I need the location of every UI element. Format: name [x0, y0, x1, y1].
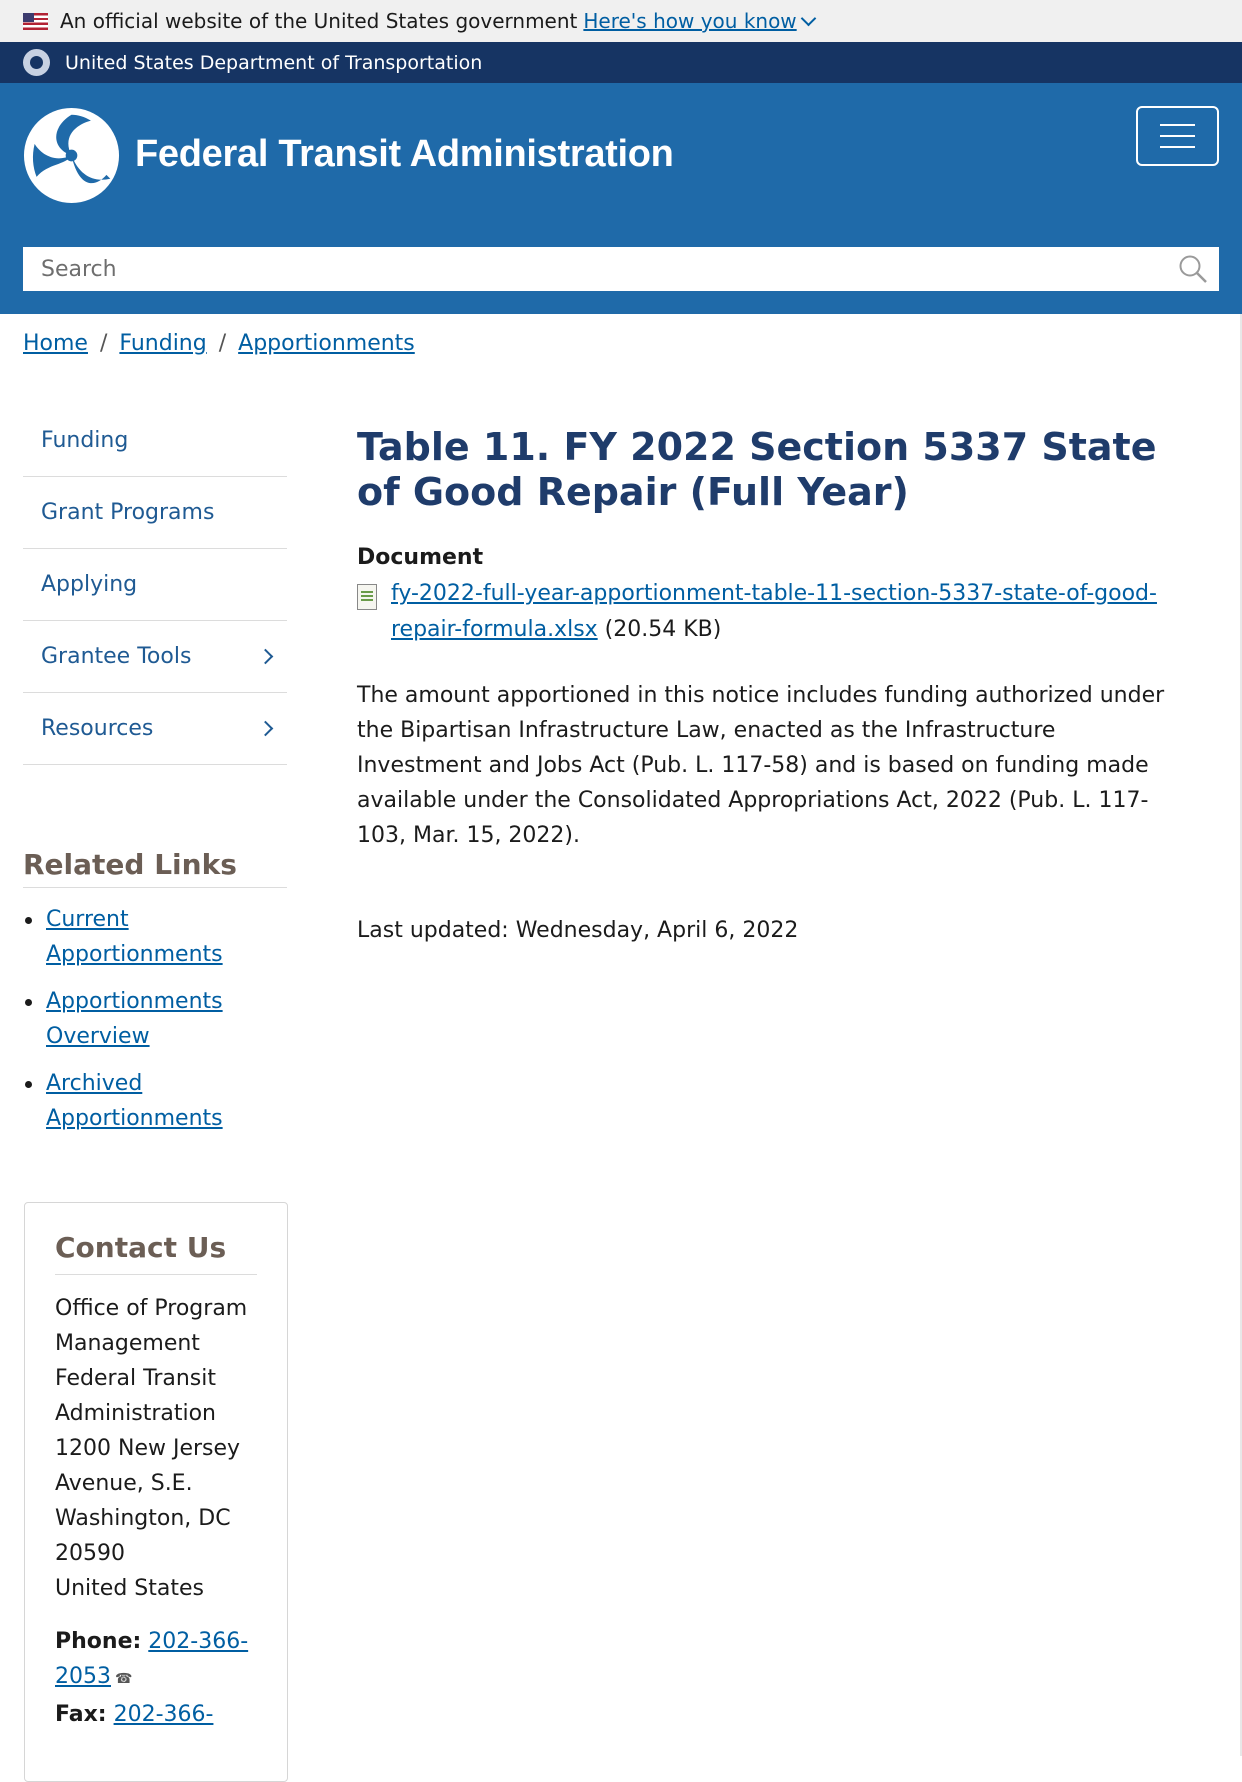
sidebar-item-funding[interactable] — [23, 405, 287, 477]
breadcrumb-apportionments[interactable]: Apportionments — [238, 331, 415, 356]
related-links-heading: Related Links — [23, 848, 287, 888]
list-item — [23, 902, 287, 972]
site-header — [0, 83, 1242, 314]
file-size: (20.54 KB) — [604, 617, 722, 642]
sidebar-item-label: Grantee Tools — [41, 644, 192, 669]
contact-fax: Fax: 202-366- — [55, 1702, 214, 1727]
dot-bar-text[interactable]: United States Department of Transportation — [65, 51, 483, 74]
page-title: Table 11. FY 2022 Section 5337 State of Good Repair (Full Year) — [357, 425, 1157, 514]
phone-link[interactable]: 2053 — [55, 1664, 111, 1689]
sidebar-item-label: Applying — [41, 572, 138, 597]
gov-banner — [0, 0, 1242, 42]
dot-bar — [0, 42, 1242, 83]
related-link-apportionments-overview[interactable]: Apportionments Overview — [46, 989, 223, 1049]
related-link-current-apportionments[interactable]: Current Apportionments — [46, 907, 223, 967]
sidebar-item-label: Grant Programs — [41, 500, 215, 525]
document-row — [357, 576, 1187, 648]
sidebar-item-resources[interactable] — [23, 693, 287, 765]
contact-address: Office of Program Management Federal Transit Administration 1200 New Jersey Avenue, S.E. Washington, DC 20590 United States — [55, 1296, 248, 1601]
sidebar-item-grant-programs[interactable] — [23, 477, 287, 549]
dot-logo-icon — [23, 49, 50, 76]
last-updated: Last updated: Wednesday, April 6, 2022 — [357, 918, 799, 943]
hamburger-icon — [1160, 124, 1195, 126]
chevron-right-icon[interactable] — [258, 649, 274, 665]
menu-button[interactable] — [1136, 106, 1219, 166]
site-title[interactable]: Federal Transit Administration — [135, 133, 674, 175]
sidebar-item-label: Funding — [41, 428, 129, 453]
heres-how-you-know-link[interactable]: Here's how you know — [583, 9, 797, 33]
breadcrumb — [23, 331, 415, 356]
sidebar-item-applying[interactable] — [23, 549, 287, 621]
document-label: Document — [357, 545, 484, 570]
fta-logo-icon[interactable] — [23, 107, 120, 204]
phone-link[interactable]: 202-366- — [148, 1629, 249, 1654]
breadcrumb-separator: / — [99, 331, 108, 356]
list-item — [23, 984, 287, 1054]
chevron-right-icon[interactable] — [258, 721, 274, 737]
related-link-archived-apportionments[interactable]: Archived Apportionments — [46, 1071, 223, 1131]
gov-banner-text: An official website of the United States government — [60, 9, 578, 33]
sidebar-item-grantee-tools[interactable] — [23, 621, 287, 693]
fax-link[interactable]: 202-366- — [113, 1702, 214, 1727]
main-content — [357, 425, 1187, 943]
search-icon[interactable] — [1177, 253, 1209, 285]
body-text: The amount apportioned in this notice includes funding authorized under the Bipartisan Infrastructure Law, enacted as the Infrastructure Investment and Jobs Act (Pub. L. 117-58) and is based on funding made available under the Consolidated Appropriations Act, 2022 (Pub. L. 117-103, Mar. 15, 2022). — [357, 683, 1165, 848]
breadcrumb-separator: / — [218, 331, 227, 356]
sidebar-nav — [23, 405, 287, 765]
related-links — [23, 848, 287, 1148]
document-link[interactable]: fy-2022-full-year-apportionment-table-11-section-5337-state-of-good- repair-formula.xlsx — [391, 581, 1157, 642]
phone-icon: ☎ — [115, 1671, 133, 1687]
chevron-down-icon[interactable] — [800, 10, 816, 26]
search-bar — [23, 247, 1219, 291]
us-flag-icon — [23, 13, 48, 30]
breadcrumb-funding[interactable]: Funding — [119, 331, 207, 356]
list-item — [23, 1066, 287, 1136]
contact-heading: Contact Us — [55, 1231, 257, 1275]
contact-phone: Phone: 202-366- — [55, 1629, 249, 1654]
search-input[interactable] — [23, 247, 1153, 291]
breadcrumb-home[interactable]: Home — [23, 331, 88, 356]
sidebar-item-label: Resources — [41, 716, 154, 741]
spreadsheet-file-icon — [357, 584, 377, 610]
contact-box — [24, 1202, 288, 1782]
